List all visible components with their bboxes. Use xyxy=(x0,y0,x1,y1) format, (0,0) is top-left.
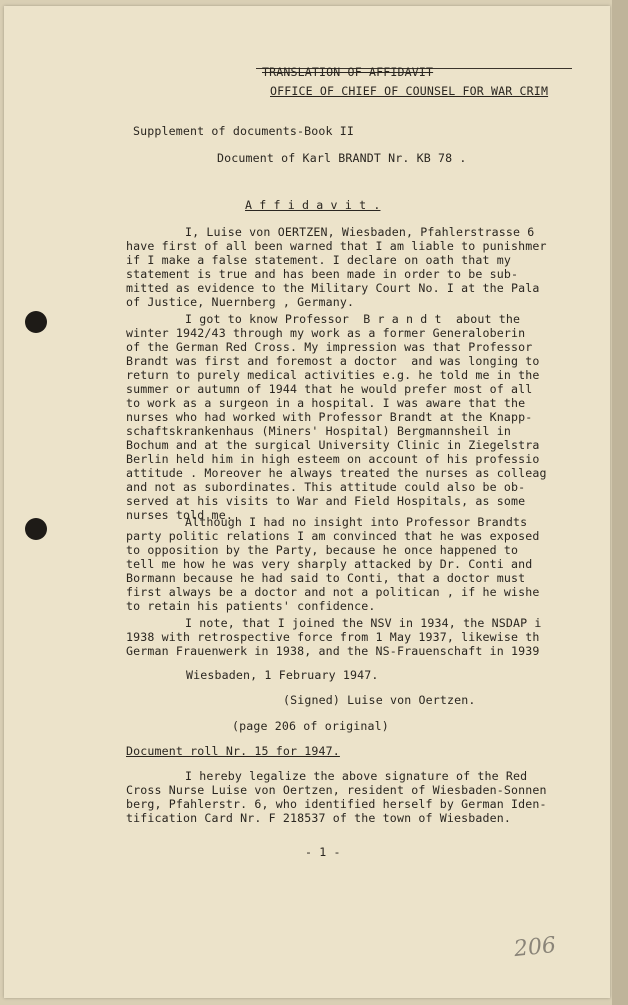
office-line: OFFICE OF CHIEF OF COUNSEL FOR WAR CRIM xyxy=(270,84,549,98)
p3-line: to retain his patients' confidence. xyxy=(126,599,376,613)
p1-line: I, Luise von OERTZEN, Wiesbaden, Pfahlerstrasse 6 xyxy=(185,225,535,239)
p1-line: statement is true and has been made in order to be sub- xyxy=(126,267,519,281)
p3-line: first always be a doctor and not a politican , if he wishe xyxy=(126,585,540,599)
page-of-original: (page 206 of original) xyxy=(232,719,389,733)
legalization-line: Cross Nurse Luise von Oertzen, resident of Wiesbaden-Sonnen xyxy=(126,783,547,797)
affidavit-title: A f f i d a v i t . xyxy=(245,198,381,212)
handwritten-page-number: 206 xyxy=(512,932,558,963)
p2-line: nurses who had worked with Professor Brandt at the Knapp- xyxy=(126,410,533,424)
p1-line: have first of all been warned that I am liable to punishmer xyxy=(126,239,547,253)
p2-line: and not as subordinates. This attitude could also be ob- xyxy=(126,480,526,494)
punch-hole-bottom xyxy=(25,518,47,540)
document-roll: Document roll Nr. 15 for 1947. xyxy=(126,744,340,758)
p2-line: Brandt was first and foremost a doctor and was longing to xyxy=(126,354,540,368)
p3-line: to opposition by the Party, because he once happened to xyxy=(126,543,519,557)
p3-line: tell me how he was very sharply attacked by Dr. Conti and xyxy=(126,557,533,571)
p2-line: attitude . Moreover he always treated the nurses as colleag xyxy=(126,466,547,480)
page-number: - 1 - xyxy=(305,845,341,859)
p4-line: 1938 with retrospective force from 1 May 1937, likewise th xyxy=(126,630,540,644)
date-line: Wiesbaden, 1 February 1947. xyxy=(186,668,379,682)
p4-line: German Frauenwerk in 1938, and the NS-Frauenschaft in 1939 xyxy=(126,644,540,658)
signature-line: (Signed) Luise von Oertzen. xyxy=(283,693,476,707)
legalization-line: berg, Pfahlerstr. 6, who identified herself by German Iden- xyxy=(126,797,547,811)
punch-hole-top xyxy=(25,311,47,333)
p1-line: of Justice, Nuernberg , Germany. xyxy=(126,295,355,309)
p2-line: of the German Red Cross. My impression was that Professor xyxy=(126,340,533,354)
page-edge xyxy=(612,0,628,1005)
p2-line: schaftskrankenhaus (Miners' Hospital) Bergmannsheil in xyxy=(126,424,512,438)
document-reference: Document of Karl BRANDT Nr. KB 78 . xyxy=(217,151,467,165)
supplement-line: Supplement of documents-Book II xyxy=(133,124,355,138)
p2-line: summer or autumn of 1944 that he would prefer most of all xyxy=(126,382,533,396)
p4-line: I note, that I joined the NSV in 1934, the NSDAP i xyxy=(185,616,542,630)
p3-line: Bormann because he had said to Conti, that a doctor must xyxy=(126,571,526,585)
p2-line: return to purely medical activities e.g. he told me in the xyxy=(126,368,540,382)
legalization-line: tification Card Nr. F 218537 of the town of Wiesbaden. xyxy=(126,811,512,825)
p1-line: mitted as evidence to the Military Court No. I at the Pala xyxy=(126,281,540,295)
p3-line: party politic relations I am convinced that he was exposed xyxy=(126,529,540,543)
p2-line: to work as a surgeon in a hospital. I was aware that the xyxy=(126,396,526,410)
p2-line: nurses told me. xyxy=(126,508,233,522)
p2-line: Bochum and at the surgical University Clinic in Ziegelstra xyxy=(126,438,540,452)
p3-line: Although I had no insight into Professor Brandts xyxy=(185,515,528,529)
p2-line: I got to know Professor B r a n d t about the xyxy=(185,312,521,326)
struck-title: TRANSLATION OF AFFIDAVIT xyxy=(262,65,434,79)
p1-line: if I make a false statement. I declare on oath that my xyxy=(126,253,512,267)
p2-line: served at his visits to War and Field Hospitals, as some xyxy=(126,494,526,508)
p2-line: Berlin held him in high esteem on account of his professio xyxy=(126,452,540,466)
p2-line: winter 1942/43 through my work as a former Generaloberin xyxy=(126,326,526,340)
legalization-line: I hereby legalize the above signature of the Red xyxy=(185,769,528,783)
